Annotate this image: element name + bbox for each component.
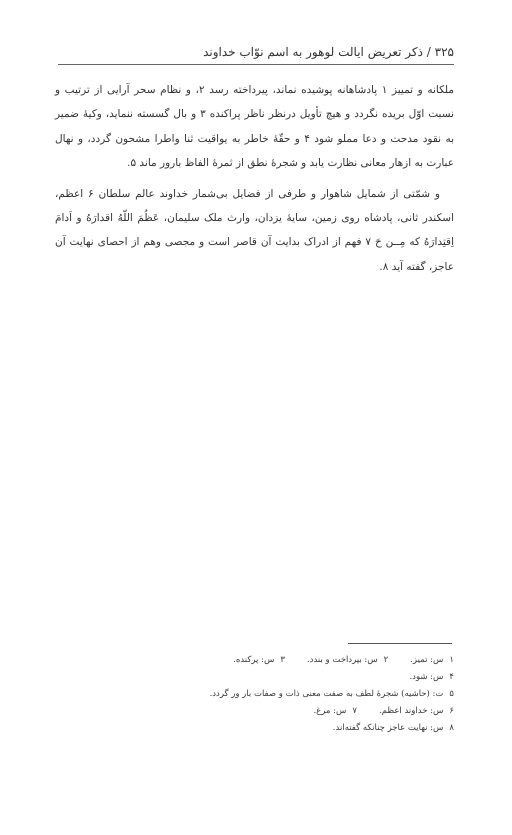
footnote-1 <box>410 652 454 669</box>
footnote-7 <box>313 703 357 720</box>
footnote-text: س: پرکنده. <box>233 655 275 665</box>
running-header-text: ۳۲۵ / ذکر تعریض ایالت لوهور به اسم نوّاب خداوند <box>203 45 454 59</box>
footnote-number: ۵ <box>449 689 454 699</box>
footnote-number: ۱ <box>449 655 454 665</box>
footnote-text: س: تمیز. <box>410 655 444 665</box>
footnote-6 <box>379 703 454 720</box>
footnote-row <box>58 720 454 737</box>
footnote-5 <box>210 686 454 703</box>
footnote-divider <box>348 643 452 644</box>
footnote-row <box>58 652 454 669</box>
paragraph-2: و شمّتی از شمایل شاهوار و طرفی از فضایل بی‌شمار خداوند عالم سلطان ۶ اعظم، اسکندر ثانی، پادشاه روی زمین، سایهٔ یزدان، وارث ملک سلیمان، عَظُمَ اللّهُ اقدارَهُ و اَدامَ اِقتِدارَهُ که مِــن حَ ۷ فهم از ادراک بدایت آن قاصر است و مجصی وهم از احصای نهایت آن عاجز، گفته آید ۸. <box>55 187 454 273</box>
footnote-text: س: خداوند اعظم. <box>379 706 444 716</box>
footnote-number: ۷ <box>352 706 357 716</box>
footnote-text: ت: (حاشیه) شجرهٔ لطف به صفت معنی ذات و صفات بار ور گردد. <box>209 689 444 699</box>
footnote-4 <box>409 669 454 686</box>
paragraph-1: ملکانه و تمییز ۱ پادشاهانه پوشیده نماند، پیرداخته رسد ۲، و نظام سحر آرایی از ترتیب و نسبت اوّل بریده نگردد و هیچ تأویل درنظر ناظر پراکنده ۳ و بال گسسته ننماید، وکیۀ ضمیر به نقود مدحت و دعا مملو شود ۴ و حقّهٔ خاطر به یواقیت ثنا واطرا مشحون گردد، و نهال عبارت به ازهار معانی نظارت یابد و شجرهٔ نطق از ثمرهٔ الفاظ بارور ماند ۵. <box>55 84 454 170</box>
footnote-number: ۲ <box>383 655 389 665</box>
footnote-number: ۸ <box>449 723 454 733</box>
footnote-row <box>58 703 454 720</box>
footnote-8 <box>333 720 454 737</box>
running-header <box>58 40 454 65</box>
footnotes <box>58 652 454 737</box>
footnote-text: س: نهایت عاجز چنانکه گفته‌اند. <box>332 723 444 733</box>
footnote-row <box>58 686 454 703</box>
main-text <box>55 78 454 279</box>
footnote-text: س: بپرداخت و بندد. <box>306 655 378 665</box>
footnote-number: ۳ <box>280 655 285 665</box>
footnote-number: ۴ <box>449 672 454 682</box>
footnote-2 <box>307 652 388 669</box>
footnote-text: س: شود. <box>409 672 444 682</box>
footnote-text: س: مرغ. <box>313 706 347 716</box>
footnote-row <box>58 669 454 686</box>
footnote-number: ۶ <box>449 706 454 716</box>
footnote-3 <box>233 652 285 669</box>
